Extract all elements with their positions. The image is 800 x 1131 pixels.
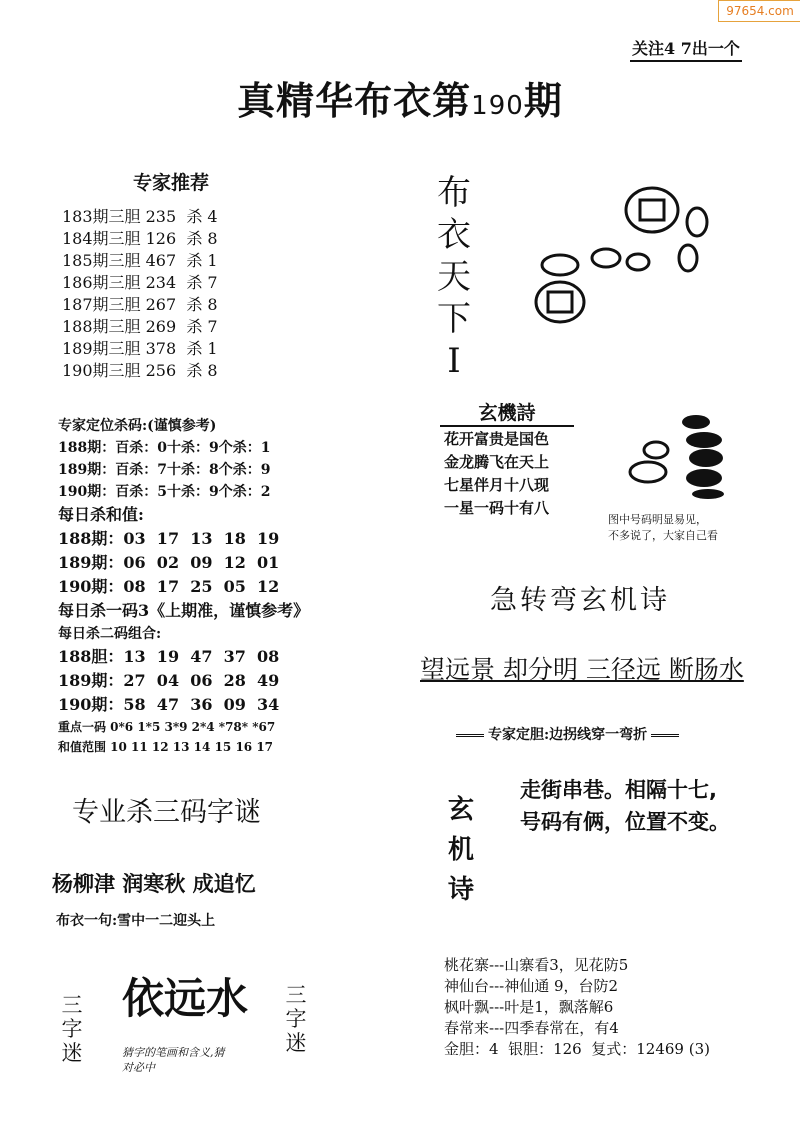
peach-list xyxy=(444,955,710,1060)
xuanji-lines xyxy=(520,774,730,838)
hint-line: 对必中 xyxy=(122,1061,155,1074)
poem-line: 一星一码十有八 xyxy=(444,499,550,517)
list-item: 190期三胆 256 杀 8 xyxy=(62,361,218,380)
title-issue-number: 190 xyxy=(471,91,524,121)
vertical-char: 三 xyxy=(285,983,307,1007)
follow-note: 关注4 7出一个 xyxy=(630,36,742,62)
watermark: 97654.com xyxy=(718,0,800,22)
list-item: 桃花寨---山寨看3，见花防5 xyxy=(444,956,629,974)
list-item: 188胆：13 19 47 37 08 xyxy=(58,647,280,666)
vertical-char: I xyxy=(447,341,461,381)
vertical-char: 玄 xyxy=(447,795,474,825)
coins-stack-illustration xyxy=(626,410,736,500)
divider xyxy=(651,734,679,737)
jizhuanwan-line: 望远景 却分明 三径远 断肠水 xyxy=(420,655,744,684)
note-line: 不多说了，大家自己看 xyxy=(608,529,718,542)
poem-line: 号码有俩，位置不变。 xyxy=(520,810,730,834)
riddle-side-label-left xyxy=(58,993,86,1065)
xuanji-poem-lines xyxy=(444,428,549,520)
vertical-char: 三 xyxy=(61,993,83,1017)
sum-kill-title: 每日杀和值: xyxy=(58,505,144,524)
vertical-char: 布 xyxy=(437,173,471,213)
focus-code: 重点一码 0*6 1*5 3*9 2*4 *78* *67 xyxy=(58,720,276,734)
image-note xyxy=(608,512,718,544)
list-item: 183期三胆 235 杀 4 xyxy=(62,207,218,226)
riddle-big-word: 依远水 xyxy=(122,974,249,1023)
riddle-hint xyxy=(122,1045,252,1075)
note-line: 图中号码明显易见， xyxy=(608,513,707,526)
xuanji-vertical-text xyxy=(446,790,476,910)
list-item: 189期：百杀：7十杀：8个杀：9 xyxy=(58,462,271,478)
poem-line: 七星伴月十八现 xyxy=(444,476,550,494)
poem-line: 走街串巷。相隔十七, xyxy=(520,778,717,802)
list-item: 189期：27 04 06 28 49 xyxy=(58,671,280,690)
list-item: 神仙台---神仙通 9，台防2 xyxy=(444,977,619,995)
list-item: 188期：百杀：0十杀：9个杀：1 xyxy=(58,440,271,456)
hint-line: 猜字的笔画和含义,猜 xyxy=(122,1046,225,1059)
kill-two-title: 每日杀二码组合: xyxy=(58,626,162,642)
list-item: 189期三胆 378 杀 1 xyxy=(62,339,218,358)
list-item: 188期三胆 269 杀 7 xyxy=(62,317,218,336)
sum-range: 和值范围 10 11 12 13 14 15 16 17 xyxy=(58,740,274,754)
expert-recommend-list xyxy=(62,206,218,382)
riddle-title: 专业杀三码字谜 xyxy=(72,797,261,828)
riddle-side-label-right xyxy=(282,983,310,1055)
list-item: 185期三胆 467 杀 1 xyxy=(62,251,218,270)
jizhuanwan-title: 急转弯玄机诗 xyxy=(490,585,670,616)
list-item: 190期：58 47 36 09 34 xyxy=(58,695,280,714)
vertical-char: 字 xyxy=(285,1007,307,1031)
list-item: 金胆：4 银胆：126 复式：12469 (3) xyxy=(444,1040,710,1058)
xuanji-poem-title: 玄機詩 xyxy=(440,398,574,427)
vertical-char: 机 xyxy=(447,835,474,865)
list-item: 春常来---四季春常在，有4 xyxy=(444,1019,619,1037)
kill-one-code: 每日杀一码3《上期准，谨慎参考》 xyxy=(58,601,310,620)
position-kill-block xyxy=(58,415,309,757)
title-text: 真精华布衣第 xyxy=(237,78,472,123)
riddle-line: 杨柳津 润寒秋 成追忆 xyxy=(52,871,256,896)
title-suffix: 期 xyxy=(523,78,563,123)
expert-recommend-title: 专家推荐 xyxy=(133,172,210,194)
poem-line: 金龙腾飞在天上 xyxy=(444,453,550,471)
list-item: 184期三胆 126 杀 8 xyxy=(62,229,218,248)
vertical-char: 衣 xyxy=(437,215,471,255)
vertical-char: 字 xyxy=(61,1017,83,1041)
buyi-vertical-text xyxy=(434,172,474,382)
vertical-char: 迷 xyxy=(61,1041,83,1065)
vertical-char: 迷 xyxy=(285,1031,307,1055)
expert-dan-line xyxy=(452,724,683,744)
list-item: 190期：百杀：5十杀：9个杀：2 xyxy=(58,484,271,500)
list-item: 189期：06 02 09 12 01 xyxy=(58,553,280,572)
poem-line: 花开富贵是国色 xyxy=(444,430,550,448)
list-item: 190期：08 17 25 05 12 xyxy=(58,577,280,596)
expert-dan-text: 专家定胆:边拐线穿一弯折 xyxy=(488,727,648,743)
buyi-sentence: 布衣一句:雪中一二迎头上 xyxy=(56,913,216,929)
vertical-char: 诗 xyxy=(447,875,474,905)
vertical-char: 下 xyxy=(437,299,471,339)
list-item: 186期三胆 234 杀 7 xyxy=(62,273,218,292)
list-item: 188期：03 17 13 18 19 xyxy=(58,529,280,548)
divider xyxy=(456,734,484,737)
vertical-char: 天 xyxy=(437,257,471,297)
list-item: 187期三胆 267 杀 8 xyxy=(62,295,218,314)
page-title xyxy=(0,70,800,125)
coins-illustration xyxy=(520,180,750,350)
position-kill-title: 专家定位杀码:(谨慎参考) xyxy=(58,418,217,434)
list-item: 枫叶飘---叶是1，飘落解6 xyxy=(444,998,614,1016)
